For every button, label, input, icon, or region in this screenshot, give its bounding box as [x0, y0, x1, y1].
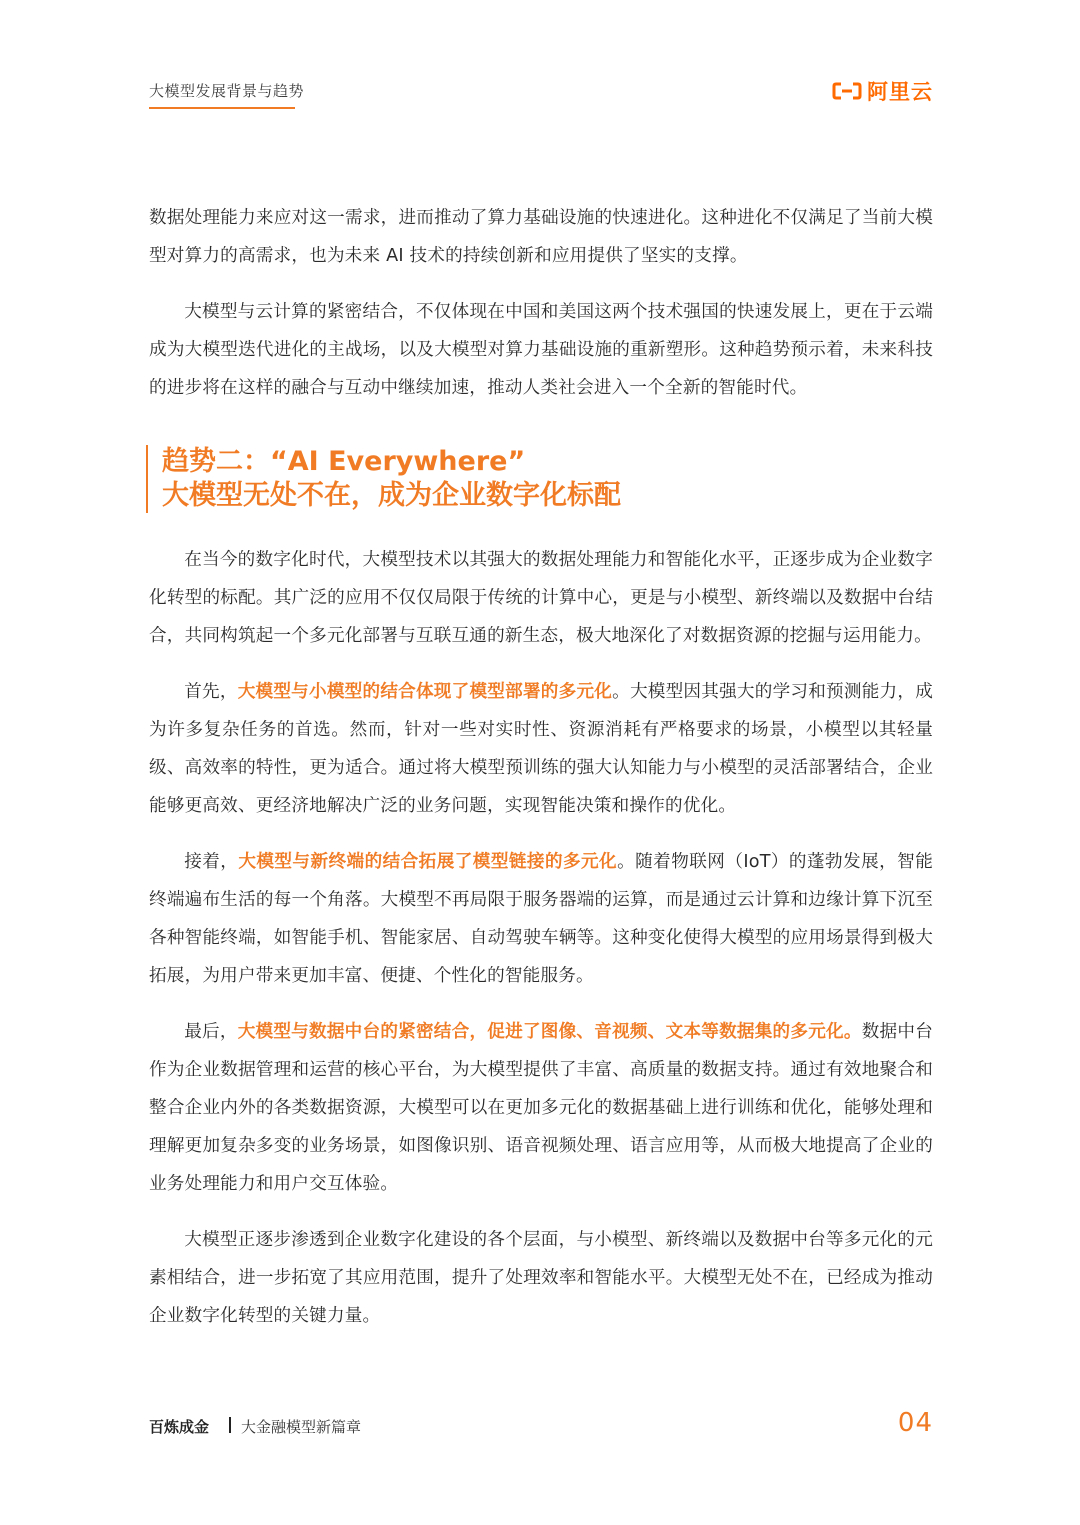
paragraph-5-rest: 。随着物联网（IoT）的蓬勃发展，智能终端遍布生活的每一个角落。大模型不再局限于服务器端的运算，而是通过云计算和边缘计算下沉至各种智能终端，如智能手机、智能家居、自动驾驶车辆等。这种变化使得大模型的应用场景得到极大拓展，为用户带来更加丰富、便捷、个性化的智能服务。: [149, 852, 933, 986]
footer-brand: 百炼成金: [149, 1418, 210, 1436]
paragraph-6: [149, 1013, 933, 1203]
page-content: [149, 199, 933, 1353]
section-heading-line1: 趋势二：“AI Everywhere”: [162, 446, 526, 477]
paragraph-2: 大模型与云计算的紧密结合，不仅体现在中国和美国这两个技术强国的快速发展上，更在于云端成为大模型迭代进化的主战场，以及大模型对算力基础设施的重新塑形。这种趋势预示着，未来科技的进步将在这样的融合与互动中继续加速，推动人类社会进入一个全新的智能时代。: [149, 302, 933, 398]
footer-separator: [229, 1417, 231, 1433]
logo-text: 阿里云: [867, 80, 933, 104]
header-title: 大模型发展背景与趋势: [149, 82, 305, 100]
page-footer: [149, 1408, 933, 1444]
footer-subtitle: 大金融模型新篇章: [241, 1418, 362, 1436]
header-underline: [149, 107, 295, 109]
paragraph-6-lead: 最后，: [184, 1022, 238, 1042]
paragraph-5: [149, 843, 933, 995]
paragraph-5-highlight: 大模型与新终端的结合拓展了模型链接的多元化: [238, 852, 618, 872]
paragraph-4-lead: 首先，: [184, 682, 238, 702]
paragraph-5-lead: 接着，: [184, 852, 239, 872]
paragraph-6-rest: 数据中台作为企业数据管理和运营的核心平台，为大模型提供了丰富、高质量的数据支持。通过有效地聚合和整合企业内外的各类数据资源，大模型可以在更加多元化的数据基础上进行训练和优化，能够处理和理解更加复杂多变的业务场景，如图像识别、语音视频处理、语言应用等，从而极大地提高了企业的业务处理能力和用户交互体验。: [149, 1022, 933, 1194]
aliyun-logo-icon: [832, 82, 862, 100]
aliyun-logo: [832, 76, 933, 106]
paragraph-4-rest: 。大模型因其强大的学习和预测能力，成为许多复杂任务的首选。然而，针对一些对实时性、资源消耗有严格要求的场景，小模型以其轻量级、高效率的特性，更为适合。通过将大模型预训练的强大认知能力与小模型的灵活部署结合，企业能够更高效、更经济地解决广泛的业务问题，实现智能决策和操作的优化。: [149, 682, 934, 816]
section-heading-line2: 大模型无处不在，成为企业数字化标配: [162, 480, 621, 511]
paragraph-4: [149, 673, 933, 825]
page-number: 04: [897, 1408, 933, 1438]
paragraph-6-highlight: 大模型与数据中台的紧密结合，促进了图像、音视频、文本等数据集的多元化。: [237, 1022, 862, 1042]
page-header: [149, 78, 933, 112]
section-heading: [146, 445, 933, 513]
paragraph-7: 大模型正逐步渗透到企业数字化建设的各个层面，与小模型、新终端以及数据中台等多元化的元素相结合，进一步拓宽了其应用范围，提升了处理效率和智能水平。大模型无处不在，已经成为推动企业数字化转型的关键力量。: [149, 1230, 933, 1326]
paragraph-4-highlight: 大模型与小模型的结合体现了模型部署的多元化: [237, 682, 613, 702]
paragraph-1: 数据处理能力来应对这一需求，进而推动了算力基础设施的快速进化。这种进化不仅满足了当前大模型对算力的高需求，也为未来 AI 技术的持续创新和应用提供了坚实的支撑。: [149, 208, 933, 266]
paragraph-3: 在当今的数字化时代，大模型技术以其强大的数据处理能力和智能化水平，正逐步成为企业数字化转型的标配。其广泛的应用不仅仅局限于传统的计算中心，更是与小模型、新终端以及数据中台结合，共同构筑起一个多元化部署与互联互通的新生态，极大地深化了对数据资源的挖掘与运用能力。: [149, 550, 933, 646]
